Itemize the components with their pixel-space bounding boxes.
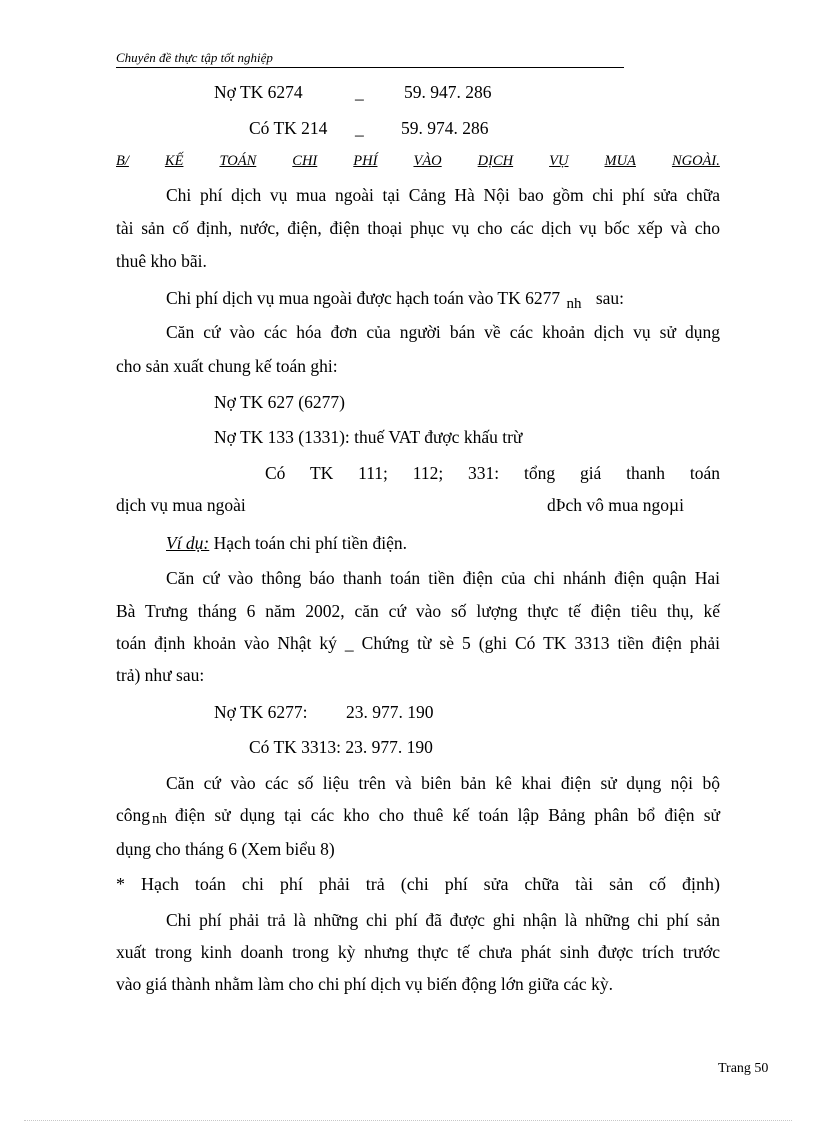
entry-credit-214-label: Có TK 214	[249, 118, 328, 138]
section-title	[116, 152, 720, 170]
entry-credit-214-value: 59. 974. 286	[401, 118, 489, 138]
paragraph-line: toán định khoản vào Nhật ký _ Chứng từ sè 5 (ghi Có TK 3313 tiền điện phải	[116, 633, 720, 653]
section-title-word: PHÍ	[353, 153, 378, 169]
paragraph-line: Chi phí dịch vụ mua ngoài tại Cảng Hà Nội bao gồm chi phí sửa chữa	[166, 185, 720, 205]
section-title-word: MUA	[604, 153, 636, 169]
journal-entry: Có TK 111; 112; 331: tổng giá thanh toán	[265, 463, 720, 483]
paragraph-line: Chi phí phải trả là những chi phí đã được ghi nhận là những chi phí sản	[166, 910, 720, 930]
entry-debit-6274-label: Nợ TK 6274	[214, 82, 303, 102]
paragraph-line: vào giá thành nhằm làm cho chi phí dịch vụ biến động lớn giữa các kỳ.	[116, 974, 613, 994]
paragraph-line: Căn cứ vào các số liệu trên và biên bản kê khai điện sử dụng nội bộ	[166, 773, 720, 793]
paragraph-line: Bà Trưng tháng 6 năm 2002, căn cứ vào số lượng thực tế điện tiêu thụ, kế	[116, 601, 720, 621]
example-text: Hạch toán chi phí tiền điện.	[209, 533, 408, 553]
example-label: Ví dụ:	[166, 533, 210, 553]
paragraph-line	[116, 804, 720, 826]
paragraph-line	[166, 287, 624, 311]
journal-entry-continuation: dịch vụ mua ngoài	[116, 495, 246, 515]
paragraph-text: Chi phí dịch vụ mua ngoài được hạch toán vào TK 6277	[166, 288, 561, 308]
stray-fragment: nh	[152, 811, 168, 827]
paragraph-line: cho sản xuất chung kế toán ghi:	[116, 356, 338, 376]
subsection-heading: * Hạch toán chi phí phải trả (chi phí sửa chữa tài sản cố định)	[116, 874, 720, 894]
paragraph-line: thuê kho bãi.	[116, 251, 207, 271]
page-bottom-border	[24, 1120, 792, 1121]
journal-entry: Có TK 3313: 23. 977. 190	[249, 737, 433, 757]
paragraph-line: Căn cứ vào thông báo thanh toán tiền điện của chi nhánh điện quận Hai	[166, 568, 720, 588]
paragraph-line: trả) như sau:	[116, 665, 205, 685]
page-number: Trang 50	[718, 1061, 769, 1076]
paragraph-text: công	[116, 805, 151, 825]
journal-entry-label: Nợ TK 6277:	[214, 702, 308, 722]
section-title-word: NGOÀI.	[671, 153, 720, 169]
section-title-word: VÀO	[413, 153, 442, 169]
example-line	[166, 532, 407, 554]
journal-entry: Nợ TK 133 (1331): thuế VAT được khấu trừ	[214, 427, 523, 447]
paragraph-text: sau:	[595, 288, 625, 308]
page-header: Chuyên đề thực tập tốt nghiệp	[116, 50, 624, 68]
paragraph-line: xuất trong kinh doanh trong kỳ nhưng thực tế chưa phát sinh được trích trước	[116, 942, 720, 962]
paragraph-line: tài sản cố định, nước, điện, điện thoại phục vụ cho các dịch vụ bốc xếp và cho	[116, 218, 720, 238]
section-title-word: KẾ	[164, 153, 184, 169]
section-title-word: DỊCH	[477, 153, 514, 169]
section-title-word: VỤ	[549, 153, 569, 169]
section-title-word: TOÁN	[219, 153, 257, 169]
section-title-word: B/	[116, 153, 129, 169]
entry-debit-6274-value: 59. 947. 286	[404, 82, 492, 102]
stray-fragment: nh	[566, 296, 582, 312]
section-title-word: CHI	[292, 153, 318, 169]
paragraph-line: Căn cứ vào các hóa đơn của người bán về các khoản dịch vụ sử dụng	[166, 322, 720, 342]
journal-entry-value: 23. 977. 190	[346, 702, 434, 722]
paragraph-line: dụng cho tháng 6 (Xem biểu 8)	[116, 839, 335, 859]
entry-credit-214-dash: _	[355, 118, 364, 138]
garbled-fragment: dÞch vô mua ngoµi	[547, 495, 684, 515]
paragraph-text: điện sử dụng tại các kho cho thuê kế toán lập Bảng phân bổ điện sử	[175, 805, 720, 825]
journal-entry: Nợ TK 627 (6277)	[214, 392, 345, 412]
entry-debit-6274-dash: _	[355, 82, 364, 102]
